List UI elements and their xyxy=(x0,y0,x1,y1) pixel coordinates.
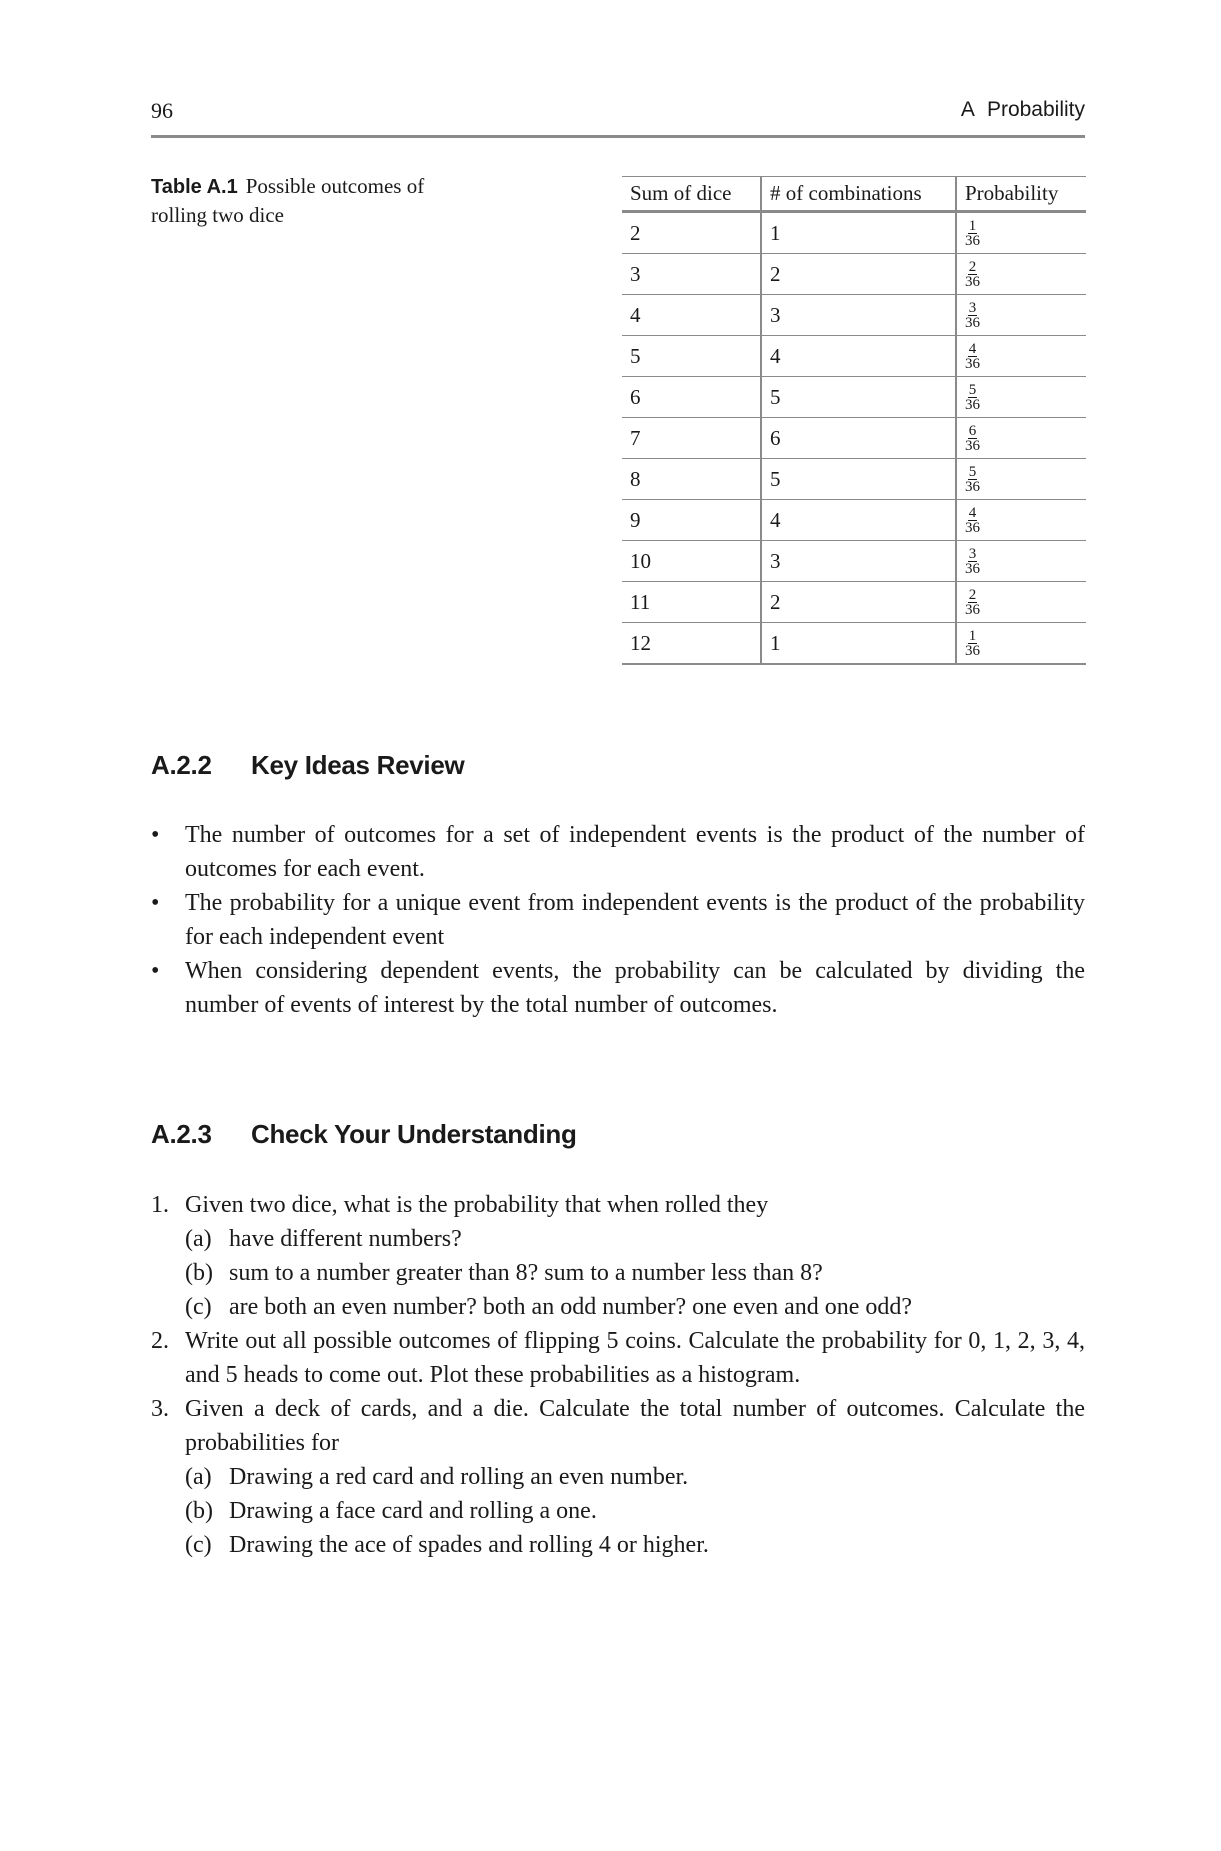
cell-sum: 3 xyxy=(622,254,761,295)
part-label: (c) xyxy=(185,1294,212,1320)
page-header xyxy=(151,98,1085,126)
exercise-list xyxy=(151,1188,1085,1562)
probability-fraction xyxy=(965,301,980,330)
column-header-sum: Sum of dice xyxy=(622,177,761,212)
part-text: are both an even number? both an odd number? one even and one odd? xyxy=(229,1294,913,1320)
part-label: (c) xyxy=(185,1532,212,1558)
exercise-item xyxy=(151,1188,1085,1324)
cell-probability xyxy=(956,541,1086,582)
cell-sum: 8 xyxy=(622,459,761,500)
cell-combinations: 3 xyxy=(761,295,956,336)
exercise-item xyxy=(151,1324,1085,1392)
part-text: have different numbers? xyxy=(229,1226,462,1252)
part-label: (b) xyxy=(185,1260,213,1286)
fraction-numerator: 5 xyxy=(968,463,977,480)
exercise-part xyxy=(185,1460,1085,1494)
table-row xyxy=(622,459,1086,500)
running-head xyxy=(961,98,1085,122)
fraction-denominator: 36 xyxy=(965,273,980,290)
table-row xyxy=(622,541,1086,582)
table-row xyxy=(622,336,1086,377)
probability-fraction xyxy=(965,629,980,658)
probability-fraction xyxy=(965,465,980,494)
fraction-numerator: 4 xyxy=(968,340,977,357)
table-row xyxy=(622,418,1086,459)
exercise-text: Given two dice, what is the probability that when rolled they xyxy=(185,1192,769,1218)
cell-combinations: 4 xyxy=(761,336,956,377)
part-label: (b) xyxy=(185,1498,213,1524)
part-text: Drawing a red card and rolling an even number. xyxy=(229,1464,689,1490)
cell-sum: 10 xyxy=(622,541,761,582)
fraction-denominator: 36 xyxy=(965,642,980,659)
fraction-numerator: 4 xyxy=(968,504,977,521)
table-caption xyxy=(151,172,481,229)
cell-sum: 6 xyxy=(622,377,761,418)
fraction-numerator: 3 xyxy=(968,299,977,316)
cell-probability xyxy=(956,377,1086,418)
exercise-number: 1. xyxy=(151,1192,169,1218)
exercise-part xyxy=(185,1222,1085,1256)
cell-combinations: 3 xyxy=(761,541,956,582)
column-header-combinations: # of combinations xyxy=(761,177,956,212)
list-item: • When considering dependent events, the probability can be calculated by dividing the number of events of interest by the total number of outcomes. xyxy=(151,954,1085,1022)
table-row xyxy=(622,500,1086,541)
exercise-parts xyxy=(185,1460,1085,1562)
cell-sum: 7 xyxy=(622,418,761,459)
section-number: A.2.3 xyxy=(151,1119,212,1149)
key-ideas-list xyxy=(151,818,1085,1022)
table-header-row xyxy=(622,177,1086,212)
cell-combinations: 6 xyxy=(761,418,956,459)
list-item: • The number of outcomes for a set of independent events is the product of the number of outcomes for each event. xyxy=(151,818,1085,886)
fraction-denominator: 36 xyxy=(965,355,980,372)
fraction-numerator: 2 xyxy=(968,258,977,275)
cell-combinations: 5 xyxy=(761,377,956,418)
probability-fraction xyxy=(965,506,980,535)
cell-combinations: 5 xyxy=(761,459,956,500)
table-row xyxy=(622,582,1086,623)
table-row xyxy=(622,295,1086,336)
fraction-denominator: 36 xyxy=(965,437,980,454)
part-text: Drawing the ace of spades and rolling 4 or higher. xyxy=(229,1532,709,1558)
part-label: (a) xyxy=(185,1464,212,1490)
exercise-number: 2. xyxy=(151,1328,169,1354)
cell-combinations: 1 xyxy=(761,623,956,665)
page-number: 96 xyxy=(151,98,173,123)
fraction-denominator: 36 xyxy=(965,601,980,618)
fraction-numerator: 5 xyxy=(968,381,977,398)
probability-fraction xyxy=(965,424,980,453)
table-row xyxy=(622,623,1086,665)
dice-outcomes-table xyxy=(622,176,1086,665)
cell-probability xyxy=(956,623,1086,665)
cell-sum: 11 xyxy=(622,582,761,623)
cell-combinations: 4 xyxy=(761,500,956,541)
cell-probability xyxy=(956,212,1086,254)
probability-fraction xyxy=(965,219,980,248)
part-label: (a) xyxy=(185,1226,212,1252)
fraction-numerator: 2 xyxy=(968,586,977,603)
fraction-numerator: 1 xyxy=(968,217,977,234)
appendix-title: Probability xyxy=(986,98,1085,121)
appendix-letter: A xyxy=(960,98,975,121)
section-title: Key Ideas Review xyxy=(251,750,465,780)
section-number: A.2.2 xyxy=(151,750,212,780)
list-item: • The probability for a unique event from independent events is the product of the probability for each independent event xyxy=(151,886,1085,954)
exercise-number: 3. xyxy=(151,1396,169,1422)
cell-sum: 5 xyxy=(622,336,761,377)
table-row xyxy=(622,377,1086,418)
exercise-part xyxy=(185,1256,1085,1290)
fraction-denominator: 36 xyxy=(965,478,980,495)
probability-fraction xyxy=(965,342,980,371)
fraction-denominator: 36 xyxy=(965,314,980,331)
cell-probability xyxy=(956,254,1086,295)
fraction-denominator: 36 xyxy=(965,232,980,249)
section-title: Check Your Understanding xyxy=(251,1119,577,1149)
exercise-part xyxy=(185,1494,1085,1528)
fraction-denominator: 36 xyxy=(965,560,980,577)
table-row xyxy=(622,212,1086,254)
cell-sum: 9 xyxy=(622,500,761,541)
header-rule xyxy=(151,135,1085,138)
cell-sum: 12 xyxy=(622,623,761,665)
table-label: Table A.1 xyxy=(151,176,238,198)
cell-probability xyxy=(956,336,1086,377)
exercise-part xyxy=(185,1528,1085,1562)
cell-combinations: 2 xyxy=(761,254,956,295)
exercise-text: Write out all possible outcomes of flipping 5 coins. Calculate the probability for 0, 1, 2, 3, 4, and 5 heads to come out. Plot these probabilities as a histogram. xyxy=(185,1328,1085,1388)
cell-probability xyxy=(956,418,1086,459)
cell-combinations: 2 xyxy=(761,582,956,623)
part-text: sum to a number greater than 8? sum to a number less than 8? xyxy=(229,1260,823,1286)
fraction-numerator: 1 xyxy=(968,627,977,644)
section-heading-key-ideas xyxy=(151,750,464,781)
exercise-text: Given a deck of cards, and a die. Calculate the total number of outcomes. Calculate the probabilities for xyxy=(185,1396,1085,1456)
fraction-denominator: 36 xyxy=(965,519,980,536)
cell-combinations: 1 xyxy=(761,212,956,254)
cell-probability xyxy=(956,582,1086,623)
table-caption-text: Possible outcomes of rolling two dice xyxy=(151,174,425,227)
probability-fraction xyxy=(965,547,980,576)
probability-fraction xyxy=(965,588,980,617)
exercise-item xyxy=(151,1392,1085,1562)
cell-probability xyxy=(956,500,1086,541)
fraction-denominator: 36 xyxy=(965,396,980,413)
exercise-parts xyxy=(185,1222,1085,1324)
probability-fraction xyxy=(965,260,980,289)
cell-sum: 4 xyxy=(622,295,761,336)
exercise-part xyxy=(185,1290,1085,1324)
part-text: Drawing a face card and rolling a one. xyxy=(229,1498,597,1524)
section-heading-check-understanding xyxy=(151,1119,577,1150)
probability-fraction xyxy=(965,383,980,412)
fraction-numerator: 6 xyxy=(968,422,977,439)
cell-probability xyxy=(956,295,1086,336)
cell-probability xyxy=(956,459,1086,500)
cell-sum: 2 xyxy=(622,212,761,254)
fraction-numerator: 3 xyxy=(968,545,977,562)
table-row xyxy=(622,254,1086,295)
column-header-probability: Probability xyxy=(956,177,1086,212)
